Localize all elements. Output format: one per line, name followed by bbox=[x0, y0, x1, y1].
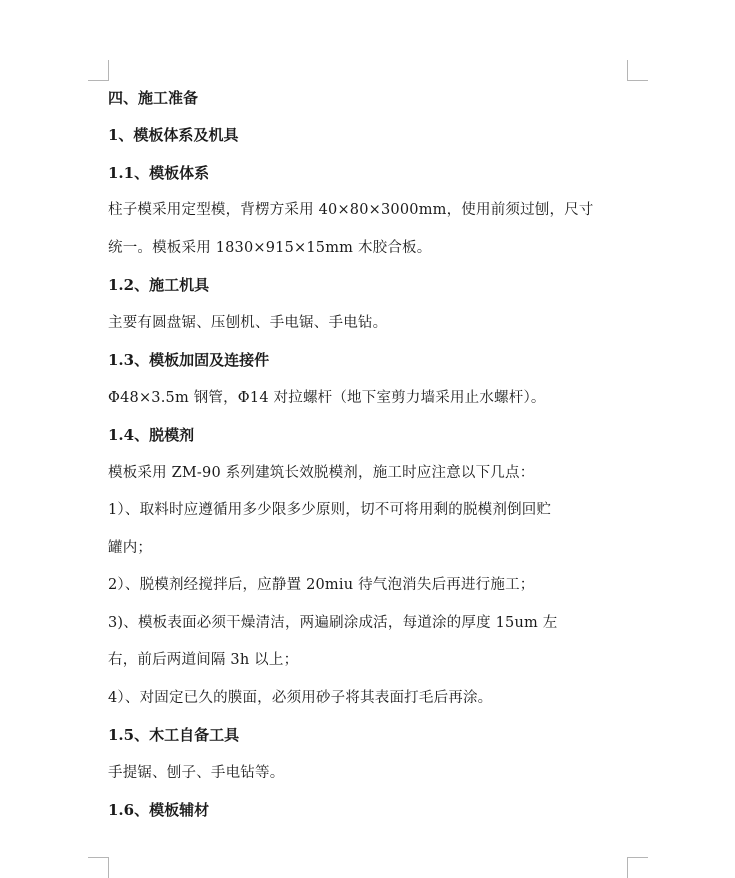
list-item-line: 右，前后两道间隔 3h 以上； bbox=[108, 652, 299, 668]
list-item-line: 罐内； bbox=[108, 540, 153, 556]
paragraph-line: 手提锯、刨子、手电钻等。 bbox=[108, 765, 285, 781]
subsection-heading: 1.4、脱模剂 bbox=[108, 426, 195, 444]
paragraph-line: 模板采用 ZM-90 系列建筑长效脱模剂，施工时应注意以下几点： bbox=[108, 465, 535, 481]
margin-corner-top-right bbox=[627, 60, 648, 81]
subsection-heading: 1、模板体系及机具 bbox=[108, 126, 239, 144]
subsection-heading: 1.1、模板体系 bbox=[108, 164, 210, 182]
paragraph-line: 统一。模板采用 1830×915×15mm 木胶合板。 bbox=[108, 240, 432, 256]
paragraph-line: Φ48×3.5m 钢管，Φ14 对拉螺杆（地下室剪力墙采用止水螺杆）。 bbox=[108, 390, 546, 406]
paragraph-line: 主要有圆盘锯、压刨机、手电锯、手电钻。 bbox=[108, 315, 388, 331]
list-item-line: 4）、对固定已久的膜面，必须用砂子将其表面打毛后再涂。 bbox=[108, 690, 493, 706]
subsection-heading: 1.2、施工机具 bbox=[108, 276, 210, 294]
margin-corner-bottom-right bbox=[627, 857, 648, 878]
section-heading: 四、施工准备 bbox=[108, 89, 199, 107]
list-item-line: 2）、脱模剂经搅拌后，应静置 20miu 待气泡消失后再进行施工； bbox=[108, 577, 535, 593]
subsection-heading: 1.5、木工自备工具 bbox=[108, 726, 240, 744]
list-item-line: 1）、取料时应遵循用多少限多少原则，切不可将用剩的脱模剂倒回贮 bbox=[108, 502, 552, 518]
subsection-heading: 1.3、模板加固及连接件 bbox=[108, 351, 270, 369]
subsection-heading: 1.6、模板辅材 bbox=[108, 801, 210, 819]
margin-corner-top-left bbox=[88, 60, 109, 81]
paragraph-line: 柱子模采用定型模，背楞方采用 40×80×3000mm，使用前须过刨，尺寸 bbox=[108, 202, 594, 218]
margin-corner-bottom-left bbox=[88, 857, 109, 878]
list-item-line: 3)、模板表面必须干燥清洁，两遍刷涂成活，每道涂的厚度 15um 左 bbox=[108, 615, 558, 631]
